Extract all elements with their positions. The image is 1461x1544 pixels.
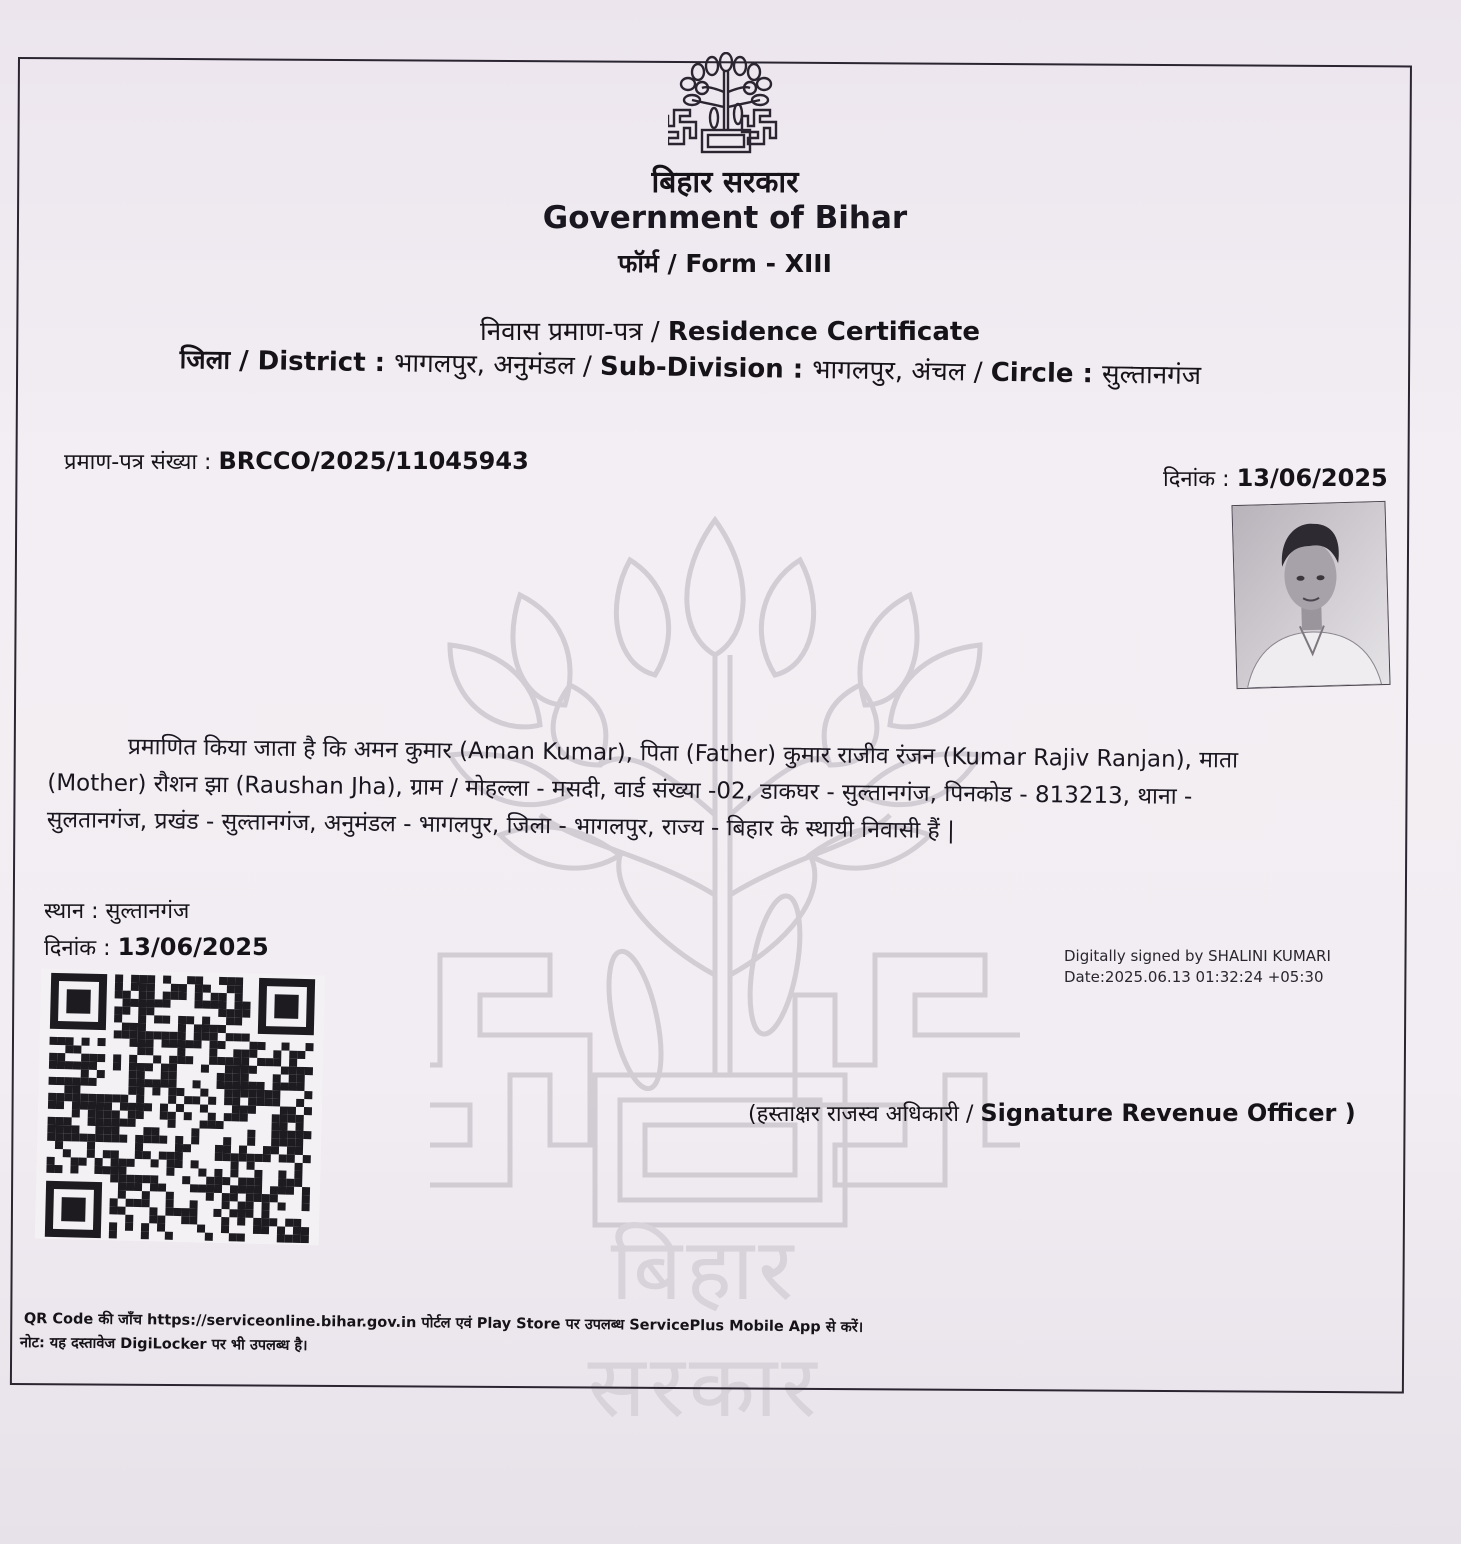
circle-value: सुल्तानगंज [1101,359,1202,392]
applicant-photo [1231,501,1390,689]
header-title-english: Government of Bihar [542,200,908,236]
bihar-emblem-icon [668,52,784,156]
qr-code-icon [35,969,326,1246]
place: स्थान : सुल्तानगंज [44,899,190,924]
issue-date [1163,463,1388,493]
certificate-number [64,446,529,476]
subdivision-label: Sub-Division : [599,351,813,385]
body-line-3: सुलतानगंज, प्रखंड - सुल्तानगंज, अनुमंडल - भागलपुर, जिला - भागलपुर, राज्य - बिहार के स्थायी निवासी हैं | [46,806,955,845]
circle-label: Circle : [990,357,1103,390]
signature-label-english: Signature Revenue Officer ) [980,1099,1356,1127]
issue-date-label: दिनांक : [1163,467,1237,492]
body-line-1: प्रमाणित किया जाता है कि अमन कुमार (Aman Kumar), पिता (Father) कुमार राजीव रंजन (Kumar Rajiv Ranjan), माता [127,733,1239,774]
place-date-value: 13/06/2025 [117,933,269,961]
certificate-number-label: प्रमाण-पत्र संख्या : [64,450,219,475]
digilocker-note: नोट: यह दस्तावेज DigiLocker पर भी उपलब्ध है। [19,1334,308,1355]
digital-signature-name: Digitally signed by SHALINI KUMARI [1064,947,1331,965]
header-title-hindi: बिहार सरकार [651,165,799,200]
subdivision-value: भागलपुर, अंचल / [811,354,991,388]
form-number: फॉर्म / Form - XIII [618,249,832,278]
qr-verification-note: QR Code की जाँच https://serviceonline.bihar.gov.in पोर्टल एवं Play Store पर उपलब्ध ServicePlus Mobile App से करें। [23,1310,864,1336]
place-date [44,932,269,962]
signature-label-hindi: (हस्ताक्षर राजस्व अधिकारी / [748,1102,981,1127]
signature-label [748,1098,1356,1128]
certificate-title [380,312,1080,348]
body-line-2: (Mother) रौशन झा (Raushan Jha), ग्राम / मोहल्ला - मसदी, वार्ड संख्या -02, डाकघर - सुल्तानगंज, पिनकोड - 813213, थाना - [47,769,1193,810]
watermark-text: बिहार सरकार [587,1220,821,1437]
certificate-body [47,728,1393,855]
certificate-title-english: Residence Certificate [667,317,980,347]
certificate-title-hindi: निवास प्रमाण-पत्र / [480,317,668,347]
district-value: भागलपुर, अनुमंडल / [393,348,601,382]
issue-date-value: 13/06/2025 [1236,464,1388,492]
digital-signature-date: Date:2025.06.13 01:32:24 +05:30 [1064,968,1324,986]
digital-signature [1064,946,1331,988]
place-date-label: दिनांक : [44,936,118,961]
certificate-number-value: BRCCO/2025/11045943 [218,447,529,475]
district-label: जिला / District : [179,344,395,379]
